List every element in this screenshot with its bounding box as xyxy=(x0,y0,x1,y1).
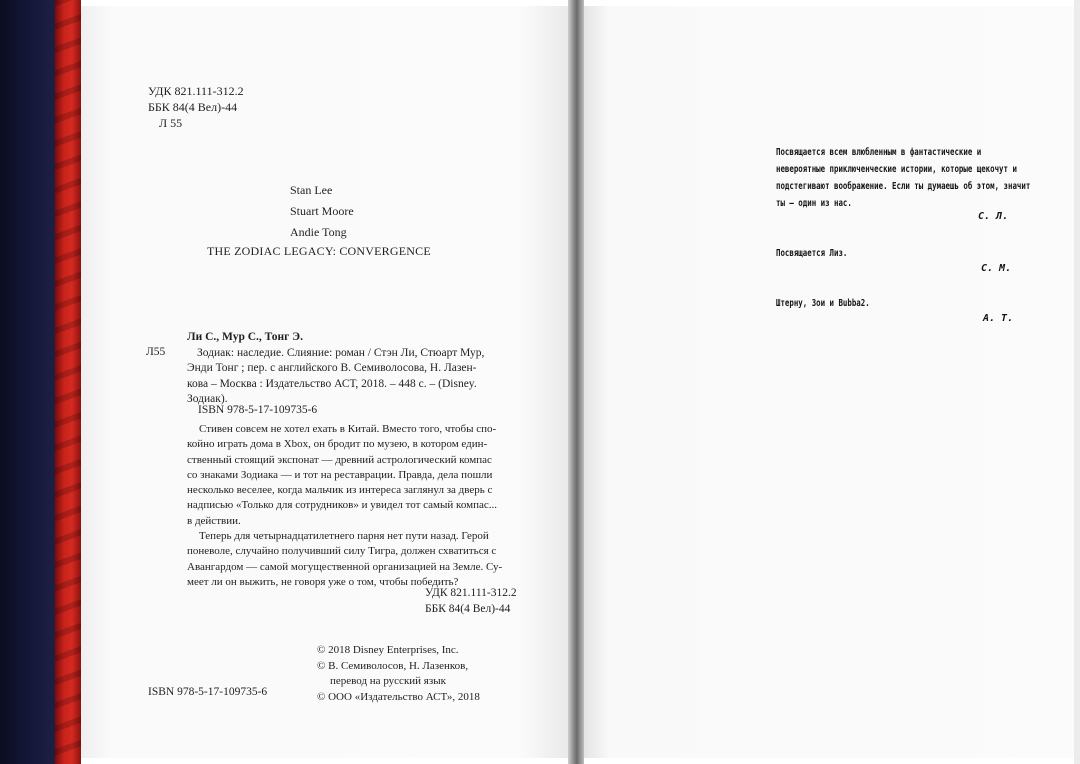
copyright-line: © 2018 Disney Enterprises, Inc. xyxy=(317,644,459,656)
annotation xyxy=(187,422,517,590)
annotation-line: ственный стоящий экспонат — древний астрологический компас xyxy=(187,453,492,466)
bibliographic-line: кова – Москва : Издательство АСТ, 2018. – 448 с. – (Disney. xyxy=(187,377,477,390)
dedication-stuart-moore xyxy=(776,245,847,262)
author-mark: Л 55 xyxy=(159,116,183,130)
dedication-andie-tong xyxy=(776,295,870,312)
isbn-footer: ISBN 978-5-17-109735-6 xyxy=(148,686,268,698)
signature-sm: С. М. xyxy=(981,263,1012,274)
right-page xyxy=(584,6,1074,758)
original-title: THE ZODIAC LEGACY: CONVERGENCE xyxy=(207,244,431,258)
book-gutter xyxy=(568,0,584,764)
book-cover-binding xyxy=(55,0,81,764)
annotation-line: Теперь для четырнадцатилетнего парня нет пути назад. Герой xyxy=(199,530,489,543)
annotation-line: Авангардом — самой могущественной организацией на Земле. Су- xyxy=(187,560,503,573)
signature-sl: С. Л. xyxy=(978,211,1009,222)
dedication-line: Штерну, Зои и Bubba2. xyxy=(776,298,870,309)
bibliographic-line: Зодиак: наследие. Слияние: роман / Стэн Ли, Стюарт Мур, xyxy=(197,346,485,359)
copyright-line: перевод на русский язык xyxy=(330,675,446,687)
scan-dark-edge xyxy=(0,0,55,764)
dedication-line: Посвящается Лиз. xyxy=(776,248,848,259)
annotation-line: меет ли он выжить, не говоря уже о том, чтобы победить? xyxy=(187,575,459,588)
original-authors xyxy=(290,180,354,243)
dedication-line: подстегивают воображение. Если ты думаешь об этом, значит xyxy=(776,181,1031,192)
udk-code: УДК 821.111-312.2 xyxy=(425,587,517,599)
isbn-record: ISBN 978-5-17-109735-6 xyxy=(198,404,318,416)
annotation-line: койно играть дома в Xbox, он бродит по музею, в котором един- xyxy=(187,438,488,451)
copyright-line: © ООО «Издательство АСТ», 2018 xyxy=(317,690,480,703)
udk-header xyxy=(148,83,244,131)
bibliographic-authors: Ли С., Мур С., Тонг Э. xyxy=(187,331,303,343)
bibliographic-line: Зодиак). xyxy=(187,393,228,405)
udk-code: УДК 821.111-312.2 xyxy=(148,84,244,98)
library-code: Л55 xyxy=(146,346,166,358)
annotation-line: со знаками Зодиака — и тот на реставрации. Правда, дела пошли xyxy=(187,468,493,481)
dedication-stan-lee xyxy=(776,144,1030,212)
bbk-code: ББК 84(4 Вел)-44 xyxy=(148,100,238,114)
bbk-code: ББК 84(4 Вел)-44 xyxy=(425,603,511,615)
author-name: Stuart Moore xyxy=(290,204,354,218)
annotation-line: Стивен совсем не хотел ехать в Китай. Вместо того, чтобы спо- xyxy=(199,423,497,435)
bibliographic-line: Энди Тонг ; пер. с английского В. Семиволосова, Н. Лазен- xyxy=(187,362,477,374)
author-name: Andie Tong xyxy=(290,225,347,239)
annotation-line: поневоле, случайно получивший силу Тигра, должен схватиться с xyxy=(187,545,497,558)
author-name: Stan Lee xyxy=(290,183,333,197)
signature-at: А. Т. xyxy=(983,313,1014,324)
copyright-block xyxy=(317,643,480,705)
annotation-line: надписью «Только для сотрудников» и увидел тот самый компас... xyxy=(187,499,497,512)
copyright-line: © В. Семиволосов, Н. Лазенков, xyxy=(317,659,469,672)
annotation-line: несколько веселее, когда мальчик из интереса заглянул за дверь с xyxy=(187,484,493,497)
dedication-line: ты — один из нас. xyxy=(776,198,852,209)
scan-right-edge xyxy=(1074,0,1080,764)
udk-footer xyxy=(425,585,517,617)
dedication-line: невероятные приключенческие истории, которые щекочут и xyxy=(776,164,1017,175)
dedication-line: Посвящается всем влюбленным в фантастические и xyxy=(776,147,982,158)
bibliographic-record xyxy=(187,330,517,408)
annotation-line: в действии. xyxy=(187,514,241,527)
